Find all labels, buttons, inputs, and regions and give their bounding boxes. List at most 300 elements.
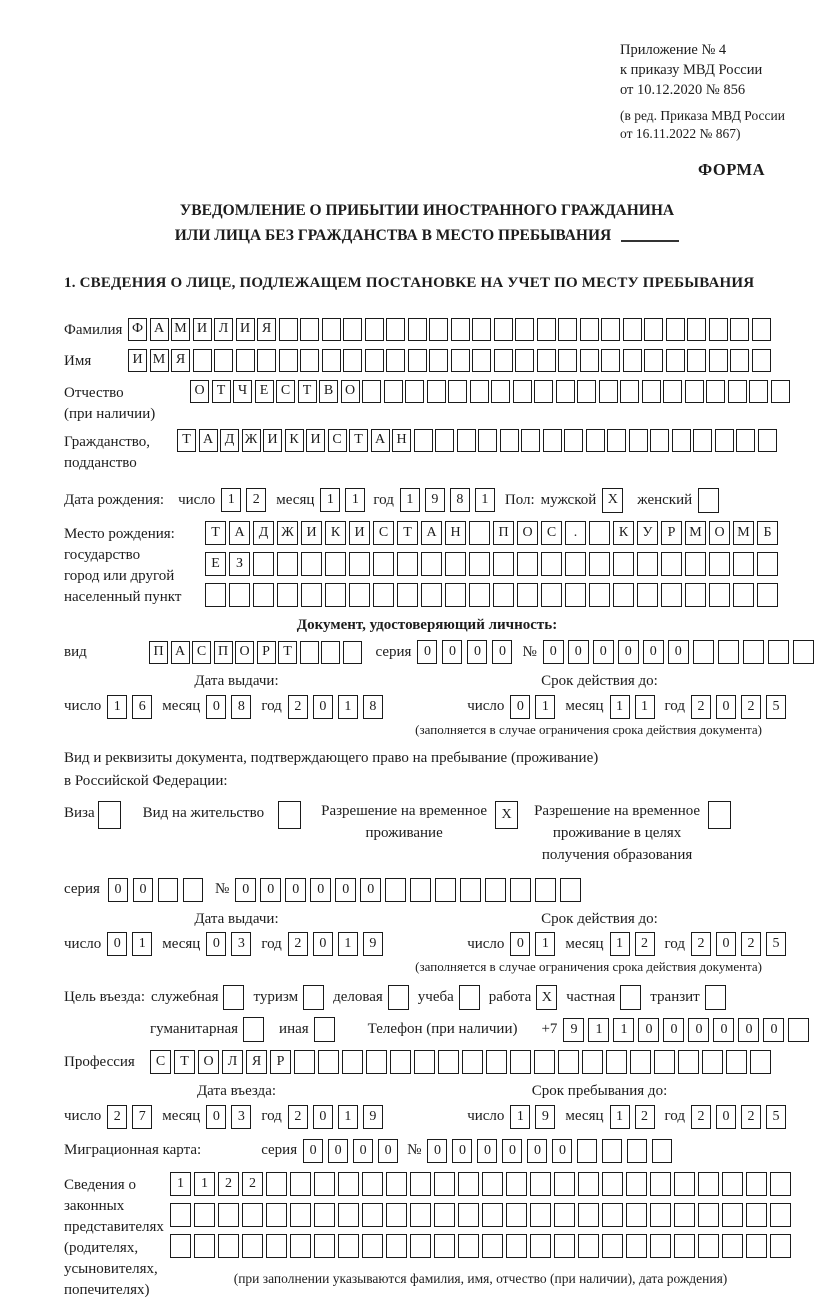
- char-box[interactable]: 1: [610, 1105, 630, 1129]
- char-box[interactable]: О: [341, 380, 360, 403]
- char-box[interactable]: [535, 878, 556, 902]
- char-box[interactable]: 2: [107, 1105, 127, 1129]
- char-box[interactable]: [349, 552, 370, 576]
- issue-month-boxes[interactable]: [206, 695, 251, 719]
- residence-issue-day-boxes[interactable]: [107, 932, 152, 956]
- char-box[interactable]: 1: [475, 488, 495, 512]
- char-box[interactable]: [343, 318, 362, 341]
- char-box[interactable]: [606, 1050, 627, 1074]
- char-box[interactable]: [303, 985, 324, 1010]
- char-box[interactable]: Н: [392, 429, 411, 452]
- char-box[interactable]: Р: [661, 521, 682, 545]
- char-box[interactable]: [750, 1050, 771, 1074]
- char-box[interactable]: [478, 429, 497, 452]
- char-box[interactable]: [746, 1172, 767, 1196]
- char-box[interactable]: [709, 318, 728, 341]
- char-box[interactable]: Е: [255, 380, 274, 403]
- char-box[interactable]: [429, 349, 448, 372]
- char-box[interactable]: [589, 552, 610, 576]
- char-box[interactable]: Т: [278, 641, 297, 664]
- char-box[interactable]: [506, 1234, 527, 1258]
- char-box[interactable]: 0: [593, 640, 614, 664]
- char-box[interactable]: [770, 1172, 791, 1196]
- char-box[interactable]: 1: [320, 488, 340, 512]
- char-box[interactable]: И: [301, 521, 322, 545]
- profession-boxes[interactable]: [150, 1050, 771, 1074]
- stay-month-boxes[interactable]: [610, 1105, 655, 1129]
- char-box[interactable]: П: [214, 641, 233, 664]
- char-box[interactable]: [445, 583, 466, 607]
- char-box[interactable]: 1: [400, 488, 420, 512]
- char-box[interactable]: 6: [132, 695, 152, 719]
- char-box[interactable]: [554, 1203, 575, 1227]
- char-box[interactable]: [788, 1018, 809, 1042]
- residence-issue-year-boxes[interactable]: [288, 932, 383, 956]
- char-box[interactable]: 0: [643, 640, 664, 664]
- char-box[interactable]: [530, 1172, 551, 1196]
- char-box[interactable]: [470, 380, 489, 403]
- char-box[interactable]: [386, 1203, 407, 1227]
- char-box[interactable]: Ж: [242, 429, 261, 452]
- char-box[interactable]: [666, 318, 685, 341]
- char-box[interactable]: [661, 552, 682, 576]
- char-box[interactable]: [718, 640, 739, 664]
- char-box[interactable]: [366, 1050, 387, 1074]
- char-box[interactable]: 0: [107, 932, 127, 956]
- char-box[interactable]: [708, 801, 731, 829]
- char-box[interactable]: [537, 349, 556, 372]
- char-box[interactable]: 9: [363, 932, 383, 956]
- char-box[interactable]: [541, 552, 562, 576]
- char-box[interactable]: [314, 1203, 335, 1227]
- char-box[interactable]: [493, 552, 514, 576]
- char-box[interactable]: [506, 1172, 527, 1196]
- char-box[interactable]: И: [349, 521, 370, 545]
- char-box[interactable]: [410, 1203, 431, 1227]
- char-box[interactable]: 2: [741, 695, 761, 719]
- char-box[interactable]: [386, 349, 405, 372]
- char-box[interactable]: 0: [133, 878, 153, 902]
- char-box[interactable]: [602, 1172, 623, 1196]
- char-box[interactable]: [693, 640, 714, 664]
- char-box[interactable]: [730, 349, 749, 372]
- char-box[interactable]: [726, 1050, 747, 1074]
- char-box[interactable]: [318, 1050, 339, 1074]
- char-box[interactable]: [458, 1234, 479, 1258]
- char-box[interactable]: 3: [231, 1105, 251, 1129]
- char-box[interactable]: С: [192, 641, 211, 664]
- stay-year-boxes[interactable]: [691, 1105, 786, 1129]
- char-box[interactable]: 1: [535, 932, 555, 956]
- residence-expiry-day-boxes[interactable]: [510, 932, 555, 956]
- char-box[interactable]: [257, 349, 276, 372]
- char-box[interactable]: [558, 318, 577, 341]
- char-box[interactable]: Н: [445, 521, 466, 545]
- char-box[interactable]: [685, 552, 706, 576]
- char-box[interactable]: 2: [635, 932, 655, 956]
- char-box[interactable]: [652, 1139, 672, 1163]
- residence-series-boxes[interactable]: [108, 878, 203, 902]
- char-box[interactable]: [752, 349, 771, 372]
- char-box[interactable]: 1: [635, 695, 655, 719]
- char-box[interactable]: 5: [766, 1105, 786, 1129]
- birth-year-boxes[interactable]: [400, 488, 495, 512]
- char-box[interactable]: [607, 429, 626, 452]
- char-box[interactable]: [577, 380, 596, 403]
- char-box[interactable]: [457, 429, 476, 452]
- char-box[interactable]: [515, 318, 534, 341]
- char-box[interactable]: [462, 1050, 483, 1074]
- char-box[interactable]: [338, 1172, 359, 1196]
- char-box[interactable]: Р: [270, 1050, 291, 1074]
- char-box[interactable]: .: [565, 521, 586, 545]
- char-box[interactable]: [793, 640, 814, 664]
- char-box[interactable]: [746, 1203, 767, 1227]
- char-box[interactable]: 0: [206, 695, 226, 719]
- char-box[interactable]: [706, 380, 725, 403]
- char-box[interactable]: Б: [757, 521, 778, 545]
- char-box[interactable]: X: [495, 801, 518, 829]
- char-box[interactable]: [582, 1050, 603, 1074]
- char-box[interactable]: 0: [467, 640, 487, 664]
- char-box[interactable]: [405, 380, 424, 403]
- char-box[interactable]: [205, 583, 226, 607]
- char-box[interactable]: [578, 1203, 599, 1227]
- char-box[interactable]: 0: [417, 640, 437, 664]
- char-box[interactable]: 5: [766, 932, 786, 956]
- char-box[interactable]: 0: [353, 1139, 373, 1163]
- char-box[interactable]: [451, 349, 470, 372]
- char-box[interactable]: [183, 878, 203, 902]
- char-box[interactable]: А: [371, 429, 390, 452]
- char-box[interactable]: [277, 552, 298, 576]
- char-box[interactable]: [469, 583, 490, 607]
- stay-day-boxes[interactable]: [510, 1105, 555, 1129]
- char-box[interactable]: Ф: [128, 318, 147, 341]
- char-box[interactable]: О: [198, 1050, 219, 1074]
- char-box[interactable]: [98, 801, 121, 829]
- char-box[interactable]: 0: [568, 640, 589, 664]
- char-box[interactable]: [500, 429, 519, 452]
- char-box[interactable]: [342, 1050, 363, 1074]
- char-box[interactable]: 0: [543, 640, 564, 664]
- char-box[interactable]: [194, 1234, 215, 1258]
- char-box[interactable]: 0: [303, 1139, 323, 1163]
- char-box[interactable]: 1: [194, 1172, 215, 1196]
- char-box[interactable]: [722, 1234, 743, 1258]
- char-box[interactable]: [685, 380, 704, 403]
- char-box[interactable]: [702, 1050, 723, 1074]
- char-box[interactable]: [642, 380, 661, 403]
- char-box[interactable]: 9: [363, 1105, 383, 1129]
- char-box[interactable]: X: [536, 985, 557, 1010]
- char-box[interactable]: 2: [288, 695, 308, 719]
- char-box[interactable]: [459, 985, 480, 1010]
- residence-issue-month-boxes[interactable]: [206, 932, 251, 956]
- char-box[interactable]: [698, 1203, 719, 1227]
- char-box[interactable]: З: [229, 552, 250, 576]
- char-box[interactable]: [678, 1050, 699, 1074]
- char-box[interactable]: [448, 380, 467, 403]
- char-box[interactable]: [229, 583, 250, 607]
- char-box[interactable]: [266, 1234, 287, 1258]
- char-box[interactable]: [685, 583, 706, 607]
- char-box[interactable]: 0: [235, 878, 256, 902]
- char-box[interactable]: [314, 1017, 335, 1042]
- char-box[interactable]: Д: [253, 521, 274, 545]
- char-box[interactable]: И: [193, 318, 212, 341]
- char-box[interactable]: [666, 349, 685, 372]
- char-box[interactable]: [194, 1203, 215, 1227]
- char-box[interactable]: [314, 1172, 335, 1196]
- char-box[interactable]: [530, 1234, 551, 1258]
- char-box[interactable]: 7: [132, 1105, 152, 1129]
- char-box[interactable]: [515, 349, 534, 372]
- char-box[interactable]: О: [709, 521, 730, 545]
- char-box[interactable]: [386, 1234, 407, 1258]
- doc-series-boxes[interactable]: [417, 640, 512, 664]
- char-box[interactable]: М: [733, 521, 754, 545]
- char-box[interactable]: 0: [427, 1139, 447, 1163]
- char-box[interactable]: [434, 1234, 455, 1258]
- char-box[interactable]: 0: [663, 1018, 684, 1042]
- char-box[interactable]: 9: [535, 1105, 555, 1129]
- char-box[interactable]: 3: [231, 932, 251, 956]
- char-box[interactable]: [362, 1203, 383, 1227]
- char-box[interactable]: [429, 318, 448, 341]
- char-box[interactable]: [650, 1172, 671, 1196]
- char-box[interactable]: [390, 1050, 411, 1074]
- char-box[interactable]: [510, 878, 531, 902]
- char-box[interactable]: [300, 318, 319, 341]
- char-box[interactable]: 0: [618, 640, 639, 664]
- char-box[interactable]: [589, 521, 610, 545]
- char-box[interactable]: 0: [716, 695, 736, 719]
- char-box[interactable]: 0: [502, 1139, 522, 1163]
- char-box[interactable]: [733, 583, 754, 607]
- char-box[interactable]: [698, 1234, 719, 1258]
- phone-boxes[interactable]: [563, 1018, 809, 1042]
- char-box[interactable]: [513, 380, 532, 403]
- residence-expiry-year-boxes[interactable]: [691, 932, 786, 956]
- char-box[interactable]: Д: [220, 429, 239, 452]
- char-box[interactable]: 1: [535, 695, 555, 719]
- char-box[interactable]: Т: [205, 521, 226, 545]
- char-box[interactable]: [650, 1203, 671, 1227]
- char-box[interactable]: [373, 552, 394, 576]
- char-box[interactable]: [322, 318, 341, 341]
- char-box[interactable]: [301, 583, 322, 607]
- char-box[interactable]: [321, 641, 340, 664]
- char-box[interactable]: [650, 429, 669, 452]
- char-box[interactable]: [386, 318, 405, 341]
- char-box[interactable]: [644, 318, 663, 341]
- char-box[interactable]: [482, 1234, 503, 1258]
- char-box[interactable]: [654, 1050, 675, 1074]
- char-box[interactable]: 2: [691, 695, 711, 719]
- char-box[interactable]: К: [285, 429, 304, 452]
- char-box[interactable]: 2: [691, 932, 711, 956]
- char-box[interactable]: [314, 1234, 335, 1258]
- char-box[interactable]: [674, 1172, 695, 1196]
- char-box[interactable]: [586, 429, 605, 452]
- char-box[interactable]: 0: [313, 1105, 333, 1129]
- purpose-official-checkbox[interactable]: [223, 985, 244, 1010]
- char-box[interactable]: 1: [588, 1018, 609, 1042]
- expiry-day-boxes[interactable]: [510, 695, 555, 719]
- char-box[interactable]: [491, 380, 510, 403]
- char-box[interactable]: К: [613, 521, 634, 545]
- legal-reps-row2-boxes[interactable]: [170, 1203, 791, 1227]
- char-box[interactable]: [294, 1050, 315, 1074]
- char-box[interactable]: [554, 1234, 575, 1258]
- surname-boxes[interactable]: [128, 318, 771, 341]
- char-box[interactable]: [385, 878, 406, 902]
- char-box[interactable]: [746, 1234, 767, 1258]
- char-box[interactable]: 0: [206, 1105, 226, 1129]
- char-box[interactable]: [556, 380, 575, 403]
- char-box[interactable]: [565, 552, 586, 576]
- char-box[interactable]: [451, 318, 470, 341]
- char-box[interactable]: Т: [177, 429, 196, 452]
- purpose-transit-checkbox[interactable]: [705, 985, 726, 1010]
- char-box[interactable]: [435, 878, 456, 902]
- temp-residence-checkbox[interactable]: [495, 801, 518, 829]
- char-box[interactable]: [709, 552, 730, 576]
- char-box[interactable]: 1: [132, 932, 152, 956]
- char-box[interactable]: [438, 1050, 459, 1074]
- char-box[interactable]: [599, 380, 618, 403]
- char-box[interactable]: 8: [231, 695, 251, 719]
- char-box[interactable]: [521, 429, 540, 452]
- char-box[interactable]: [534, 1050, 555, 1074]
- char-box[interactable]: [578, 1172, 599, 1196]
- citizenship-boxes[interactable]: [177, 429, 777, 452]
- char-box[interactable]: С: [150, 1050, 171, 1074]
- char-box[interactable]: 0: [688, 1018, 709, 1042]
- char-box[interactable]: Т: [298, 380, 317, 403]
- char-box[interactable]: [517, 552, 538, 576]
- char-box[interactable]: [577, 1139, 597, 1163]
- char-box[interactable]: [517, 583, 538, 607]
- char-box[interactable]: [460, 878, 481, 902]
- char-box[interactable]: [709, 349, 728, 372]
- char-box[interactable]: [506, 1203, 527, 1227]
- char-box[interactable]: [601, 318, 620, 341]
- char-box[interactable]: [630, 1050, 651, 1074]
- char-box[interactable]: [494, 349, 513, 372]
- char-box[interactable]: Т: [174, 1050, 195, 1074]
- given-name-boxes[interactable]: [128, 349, 771, 372]
- char-box[interactable]: [493, 583, 514, 607]
- char-box[interactable]: [757, 552, 778, 576]
- char-box[interactable]: А: [421, 521, 442, 545]
- purpose-private-checkbox[interactable]: [620, 985, 641, 1010]
- char-box[interactable]: Л: [222, 1050, 243, 1074]
- char-box[interactable]: X: [602, 488, 623, 513]
- char-box[interactable]: [687, 318, 706, 341]
- char-box[interactable]: [530, 1203, 551, 1227]
- char-box[interactable]: [770, 1203, 791, 1227]
- char-box[interactable]: [672, 429, 691, 452]
- char-box[interactable]: 0: [206, 932, 226, 956]
- char-box[interactable]: 0: [716, 1105, 736, 1129]
- char-box[interactable]: А: [199, 429, 218, 452]
- char-box[interactable]: [589, 583, 610, 607]
- char-box[interactable]: [170, 1234, 191, 1258]
- char-box[interactable]: [469, 552, 490, 576]
- char-box[interactable]: [558, 1050, 579, 1074]
- char-box[interactable]: А: [229, 521, 250, 545]
- char-box[interactable]: [300, 641, 319, 664]
- char-box[interactable]: 9: [563, 1018, 584, 1042]
- char-box[interactable]: [543, 429, 562, 452]
- temp-residence-edu-checkbox[interactable]: [708, 801, 731, 829]
- char-box[interactable]: [743, 640, 764, 664]
- char-box[interactable]: 0: [477, 1139, 497, 1163]
- doc-number-boxes[interactable]: [543, 640, 814, 664]
- char-box[interactable]: [637, 583, 658, 607]
- char-box[interactable]: [242, 1234, 263, 1258]
- char-box[interactable]: 0: [313, 932, 333, 956]
- char-box[interactable]: 2: [691, 1105, 711, 1129]
- char-box[interactable]: [397, 552, 418, 576]
- char-box[interactable]: [236, 349, 255, 372]
- char-box[interactable]: 2: [218, 1172, 239, 1196]
- expiry-year-boxes[interactable]: [691, 695, 786, 719]
- char-box[interactable]: [421, 583, 442, 607]
- char-box[interactable]: [266, 1203, 287, 1227]
- char-box[interactable]: [458, 1203, 479, 1227]
- char-box[interactable]: [693, 429, 712, 452]
- char-box[interactable]: [214, 349, 233, 372]
- legal-reps-row1-boxes[interactable]: [170, 1172, 791, 1196]
- char-box[interactable]: 5: [766, 695, 786, 719]
- char-box[interactable]: [602, 1234, 623, 1258]
- char-box[interactable]: Р: [257, 641, 276, 664]
- char-box[interactable]: [343, 641, 362, 664]
- char-box[interactable]: 1: [338, 932, 358, 956]
- char-box[interactable]: [325, 583, 346, 607]
- char-box[interactable]: [362, 1234, 383, 1258]
- char-box[interactable]: [494, 318, 513, 341]
- char-box[interactable]: 1: [610, 695, 630, 719]
- issue-year-boxes[interactable]: [288, 695, 383, 719]
- char-box[interactable]: [242, 1203, 263, 1227]
- char-box[interactable]: [510, 1050, 531, 1074]
- char-box[interactable]: [243, 1017, 264, 1042]
- char-box[interactable]: 0: [285, 878, 306, 902]
- char-box[interactable]: 1: [613, 1018, 634, 1042]
- char-box[interactable]: [771, 380, 790, 403]
- char-box[interactable]: [472, 349, 491, 372]
- char-box[interactable]: [482, 1172, 503, 1196]
- char-box[interactable]: 2: [635, 1105, 655, 1129]
- char-box[interactable]: Я: [246, 1050, 267, 1074]
- char-box[interactable]: [623, 318, 642, 341]
- birth-place-row1-boxes[interactable]: [205, 521, 778, 545]
- char-box[interactable]: [218, 1203, 239, 1227]
- char-box[interactable]: 2: [288, 1105, 308, 1129]
- char-box[interactable]: [602, 1139, 622, 1163]
- char-box[interactable]: П: [493, 521, 514, 545]
- char-box[interactable]: 0: [108, 878, 128, 902]
- char-box[interactable]: [541, 583, 562, 607]
- char-box[interactable]: В: [319, 380, 338, 403]
- char-box[interactable]: [193, 349, 212, 372]
- purpose-other-checkbox[interactable]: [314, 1017, 335, 1042]
- char-box[interactable]: 0: [260, 878, 281, 902]
